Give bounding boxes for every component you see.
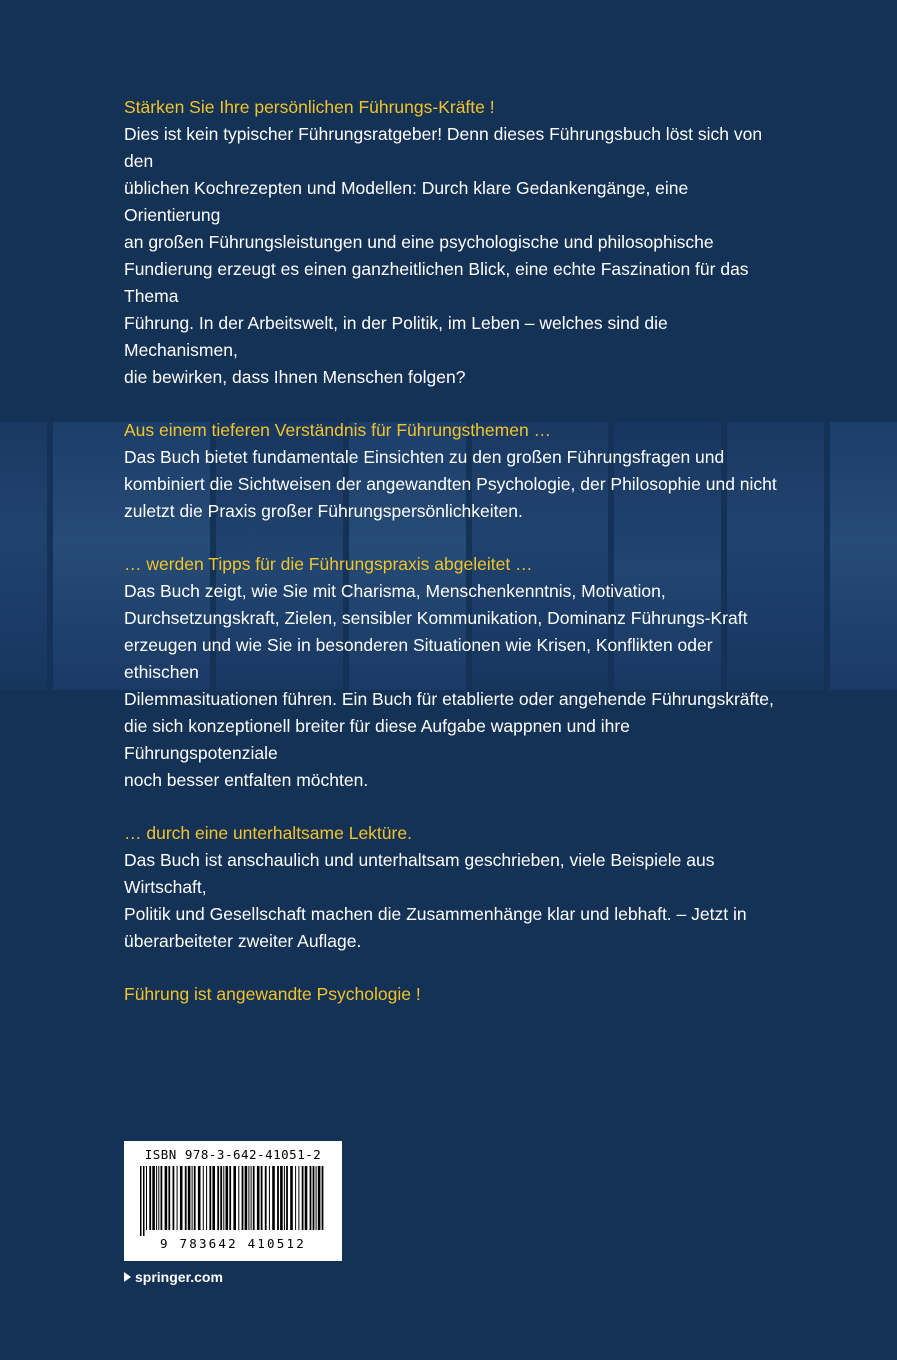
barcode-stripe <box>310 1166 312 1230</box>
back-cover-text <box>124 94 784 1034</box>
background-photo-tile <box>830 422 897 690</box>
barcode-stripe <box>152 1166 155 1230</box>
barcode-stripe <box>316 1166 317 1230</box>
barcode-digits: 9 783642 410512 <box>160 1236 306 1251</box>
barcode-stripe <box>149 1166 151 1230</box>
barcode-stripe <box>257 1166 260 1230</box>
body-line: Fundierung erzeugt es einen ganzheitlichen Blick, eine echte Faszination für das Thema <box>124 259 749 306</box>
barcode-stripe <box>265 1166 267 1230</box>
body-line: Dilemmasituationen führen. Ein Buch für etablierte oder angehende Führungskräfte, <box>124 689 774 709</box>
barcode-stripe <box>203 1166 204 1230</box>
barcode-stripe <box>280 1166 283 1230</box>
barcode-stripe <box>185 1166 187 1230</box>
section-heading: … durch eine unterhaltsame Lektüre. <box>124 823 412 843</box>
barcode-stripe <box>143 1166 145 1236</box>
body-line: Dies ist kein typischer Führungsratgeber! Denn dieses Führungsbuch löst sich von den <box>124 124 763 171</box>
barcode-stripe <box>220 1166 222 1230</box>
barcode-stripe <box>269 1166 270 1230</box>
barcode-stripe <box>206 1166 207 1230</box>
body-line: zuletzt die Praxis großer Führungspersönlichkeiten. <box>124 501 523 521</box>
body-line: Das Buch bietet fundamentale Einsichten zu den großen Führungsfragen und <box>124 447 725 467</box>
body-line: noch besser entfalten möchten. <box>124 770 369 790</box>
barcode-stripe <box>233 1166 236 1230</box>
section-intro <box>124 94 784 391</box>
section-heading: … werden Tipps für die Führungspraxis abgeleitet … <box>124 554 533 574</box>
publisher-link[interactable] <box>124 1269 223 1285</box>
barcode-stripe <box>251 1166 252 1230</box>
publisher-url: springer.com <box>135 1269 223 1285</box>
barcode-stripe <box>198 1166 201 1230</box>
barcode-stripe <box>188 1166 191 1230</box>
barcode-stripe <box>295 1166 296 1230</box>
barcode-stripe <box>286 1166 288 1230</box>
barcode-stripe <box>165 1166 168 1230</box>
background-photo-tile <box>0 422 47 690</box>
barcode-stripe <box>140 1166 142 1236</box>
barcode-stripe <box>305 1166 308 1230</box>
section-heading: Stärken Sie Ihre persönlichen Führungs-Kräfte ! <box>124 97 495 117</box>
body-line: an großen Führungsleistungen und eine psychologische und philosophische <box>124 232 714 252</box>
section-understanding <box>124 417 784 525</box>
barcode-stripe <box>302 1166 304 1230</box>
body-line: Führung. In der Arbeitswelt, in der Politik, im Leben – welches sind die Mechanismen, <box>124 313 668 360</box>
barcode-stripe <box>209 1166 211 1230</box>
section-reading <box>124 820 784 955</box>
barcode-stripe <box>146 1166 147 1230</box>
body-line: die sich konzeptionell breiter für diese Aufgabe wappnen und ihre Führungspotenziale <box>124 716 630 763</box>
body-line: überarbeiteter zweiter Auflage. <box>124 931 362 951</box>
barcode-stripe <box>272 1166 275 1230</box>
barcode-stripe <box>158 1166 159 1230</box>
barcode-stripe <box>223 1166 224 1230</box>
body-line: die bewirken, dass Ihnen Menschen folgen? <box>124 367 466 387</box>
barcode-stripe <box>180 1166 183 1230</box>
barcode-stripe <box>173 1166 175 1230</box>
section-closing <box>124 981 784 1008</box>
section-tips <box>124 551 784 794</box>
barcode-stripe <box>156 1166 157 1230</box>
body-line: Durchsetzungskraft, Zielen, sensibler Kommunikation, Dominanz Führungs-Kraft <box>124 608 748 628</box>
barcode-stripe <box>313 1166 315 1230</box>
barcode-bars <box>138 1166 328 1236</box>
barcode-stripe <box>298 1166 299 1230</box>
barcode-stripe <box>253 1166 255 1230</box>
body-line: Das Buch zeigt, wie Sie mit Charisma, Menschenkenntnis, Motivation, <box>124 581 666 601</box>
closing-tagline: Führung ist angewandte Psychologie ! <box>124 984 421 1004</box>
barcode-stripe <box>277 1166 279 1230</box>
barcode-stripe <box>168 1166 170 1230</box>
barcode-stripe <box>290 1166 293 1230</box>
body-line: erzeugen und wie Sie in besonderen Situationen wie Krisen, Konflikten oder ethischen <box>124 635 713 682</box>
barcode-stripe <box>248 1166 249 1230</box>
body-line: üblichen Kochrezepten und Modellen: Durch klare Gedankengänge, eine Orientierung <box>124 178 689 225</box>
barcode-stripe <box>192 1166 193 1230</box>
body-line: Politik und Gesellschaft machen die Zusammenhänge klar und lebhaft. – Jetzt in <box>124 904 747 924</box>
barcode-stripe <box>318 1166 321 1230</box>
barcode-stripe <box>245 1166 248 1230</box>
barcode-stripe <box>177 1166 178 1230</box>
barcode-stripe <box>226 1166 229 1230</box>
barcode-stripe <box>217 1166 219 1230</box>
barcode-stripe <box>261 1166 263 1230</box>
barcode-stripe <box>284 1166 285 1230</box>
barcode-stripe <box>238 1166 239 1230</box>
barcode-stripe <box>322 1166 324 1230</box>
barcode-stripe <box>212 1166 215 1230</box>
body-line: Das Buch ist anschaulich und unterhaltsam geschrieben, viele Beispiele aus Wirtschaft, <box>124 850 715 897</box>
barcode-stripe <box>229 1166 231 1230</box>
barcode-stripe <box>161 1166 163 1230</box>
isbn-label: ISBN 978-3-642-41051-2 <box>144 1147 322 1162</box>
barcode-stripe <box>194 1166 196 1230</box>
triangle-right-icon <box>124 1272 131 1282</box>
body-line: kombiniert die Sichtweisen der angewandten Psychologie, der Philosophie und nicht <box>124 474 777 494</box>
barcode-stripe <box>242 1166 244 1230</box>
isbn-barcode <box>124 1141 342 1261</box>
section-heading: Aus einem tieferen Verständnis für Führungsthemen … <box>124 420 552 440</box>
